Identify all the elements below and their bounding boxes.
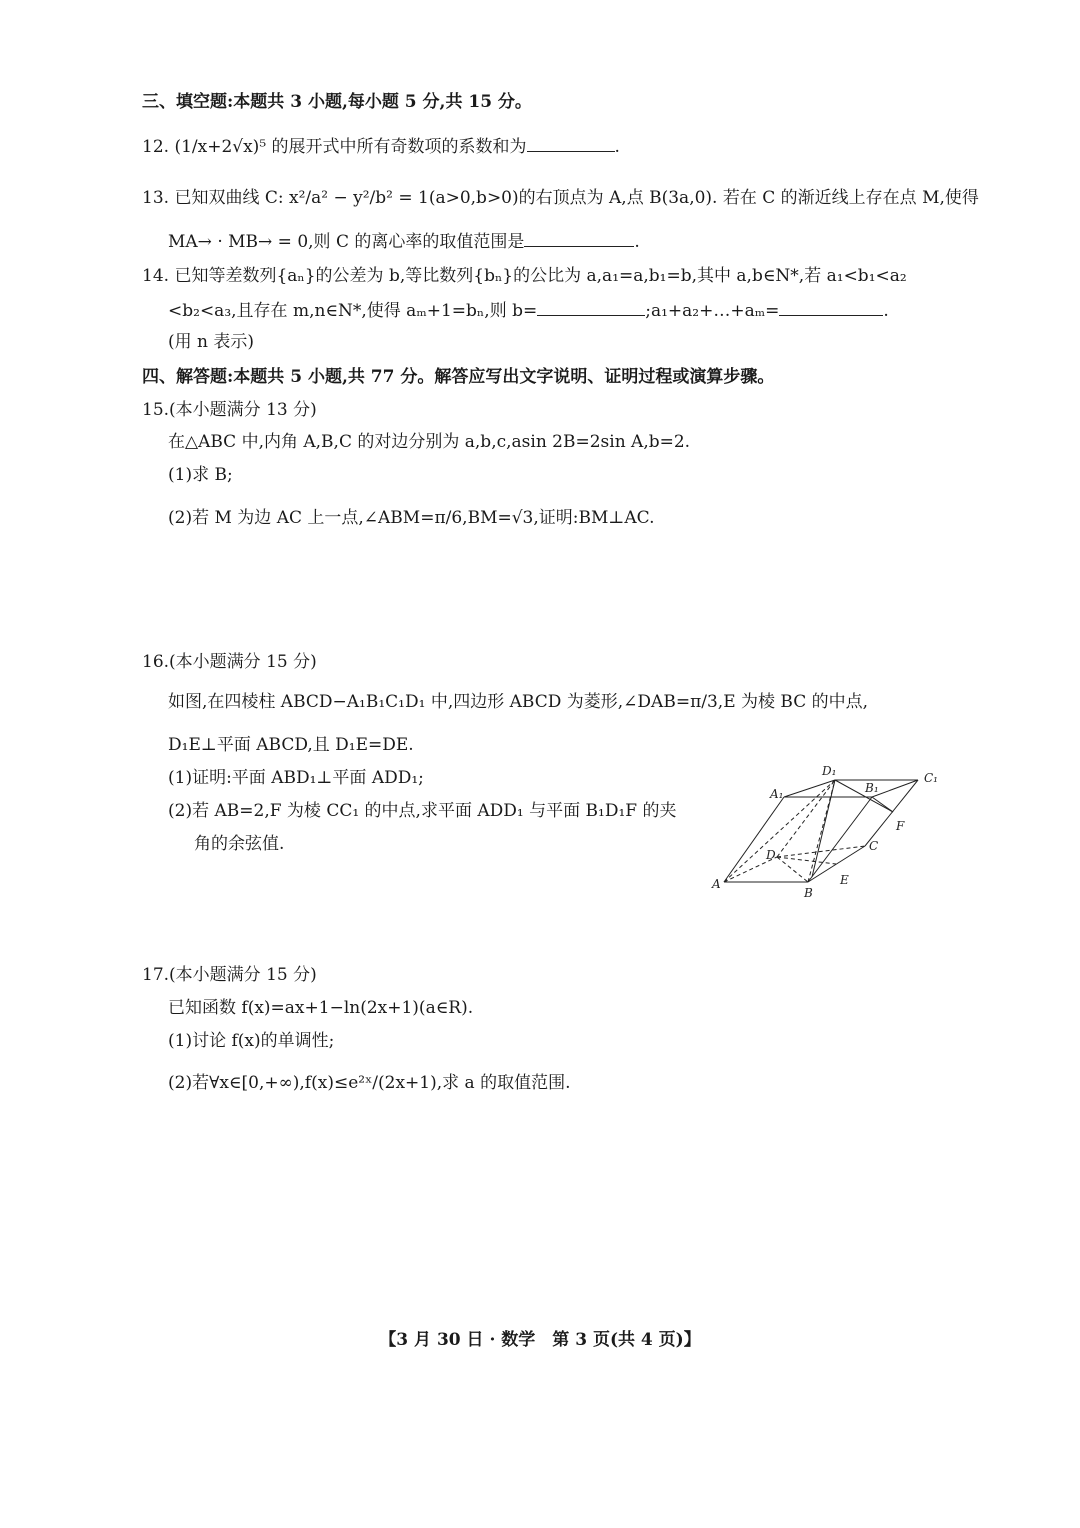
answer-blank-13[interactable] (524, 228, 634, 247)
question-16-title: 16.(本小题满分 15 分) (142, 652, 317, 672)
figure-label-d: D (766, 848, 776, 862)
section-4-header: 四、解答题:本题共 5 小题,共 77 分。解答应写出文字说明、证明过程或演算步骤。 (142, 367, 775, 387)
question-15-stem: 在△ABC 中,内角 A,B,C 的对边分别为 a,b,c,asin 2B=2sin A,b=2. (168, 432, 691, 452)
figure-label-a1: A₁ (770, 787, 784, 801)
question-14-line-1: 14. 已知等差数列{aₙ}的公差为 b,等比数列{bₙ}的公比为 a,a₁=a,b₁=b,其中 a,b∈N*,若 a₁<b₁<a₂ (142, 266, 907, 286)
question-14-line-2: <b₂<a₃,且存在 m,n∈N*,使得 aₘ+1=bₙ,则 b= ;a₁+a₂+…+aₘ= . (168, 297, 889, 323)
answer-blank-14a[interactable] (537, 297, 645, 316)
question-12-text: 12. (1/x+2√x)⁵ 的展开式中所有奇数项的系数和为 (142, 137, 527, 157)
answer-blank-12[interactable] (527, 133, 615, 152)
question-16-stem-line-2: D₁E⊥平面 ABCD,且 D₁E=DE. (168, 735, 414, 755)
question-15-part-1: (1)求 B; (168, 465, 233, 485)
figure-label-c: C (869, 839, 879, 853)
question-14-line-3: (用 n 表示) (168, 332, 255, 352)
question-16-part-1: (1)证明:平面 ABD₁⊥平面 ADD₁; (168, 768, 424, 788)
section-3-header: 三、填空题:本题共 3 小题,每小题 5 分,共 15 分。 (142, 92, 532, 112)
figure-label-e: E (840, 873, 849, 887)
figure-label-c1: C₁ (924, 771, 938, 785)
question-16-part-2-line-1: (2)若 AB=2,F 为棱 CC₁ 的中点,求平面 ADD₁ 与平面 B₁D₁F 的夹 (168, 801, 677, 821)
question-15-part-2: (2)若 M 为边 AC 上一点,∠ABM=π/6,BM=√3,证明:BM⊥AC. (168, 508, 655, 528)
figure-label-d1: D₁ (822, 764, 837, 778)
figure-label-b1: B₁ (865, 781, 879, 795)
answer-blank-14b[interactable] (779, 297, 883, 316)
page-footer: 【3 月 30 日 · 数学 第 3 页(共 4 页)】 (379, 1330, 701, 1350)
question-16-part-2-line-2: 角的余弦值. (194, 834, 285, 854)
question-17-stem: 已知函数 f(x)=ax+1−ln(2x+1)(a∈R). (168, 998, 474, 1018)
figure-label-b: B (804, 886, 813, 900)
question-14-text-a: <b₂<a₃,且存在 m,n∈N*,使得 aₘ+1=bₙ,则 b= (168, 301, 538, 321)
figure-label-a: A (712, 877, 721, 891)
question-13-text: MA→ · MB→ = 0,则 C 的离心率的取值范围是 (168, 232, 525, 252)
question-15-title: 15.(本小题满分 13 分) (142, 400, 317, 420)
prism-figure (700, 760, 960, 900)
question-13-line-2: MA→ · MB→ = 0,则 C 的离心率的取值范围是 . (168, 228, 640, 254)
question-16-stem-line-1: 如图,在四棱柱 ABCD−A₁B₁C₁D₁ 中,四边形 ABCD 为菱形,∠DAB=π/3,E 为棱 BC 的中点, (168, 692, 869, 712)
question-12: 12. (1/x+2√x)⁵ 的展开式中所有奇数项的系数和为 . (142, 133, 620, 159)
question-17-part-2: (2)若∀x∈[0,+∞),f(x)≤e²ˣ/(2x+1),求 a 的取值范围. (168, 1073, 571, 1093)
question-14-text-b: ;a₁+a₂+…+aₘ= (645, 301, 780, 321)
question-13-line-1: 13. 已知双曲线 C: x²/a² − y²/b² = 1(a>0,b>0)的右顶点为 A,点 B(3a,0). 若在 C 的渐近线上存在点 M,使得 (142, 188, 979, 208)
question-17-title: 17.(本小题满分 15 分) (142, 965, 317, 985)
question-17-part-1: (1)讨论 f(x)的单调性; (168, 1031, 335, 1051)
figure-label-f: F (896, 819, 905, 833)
